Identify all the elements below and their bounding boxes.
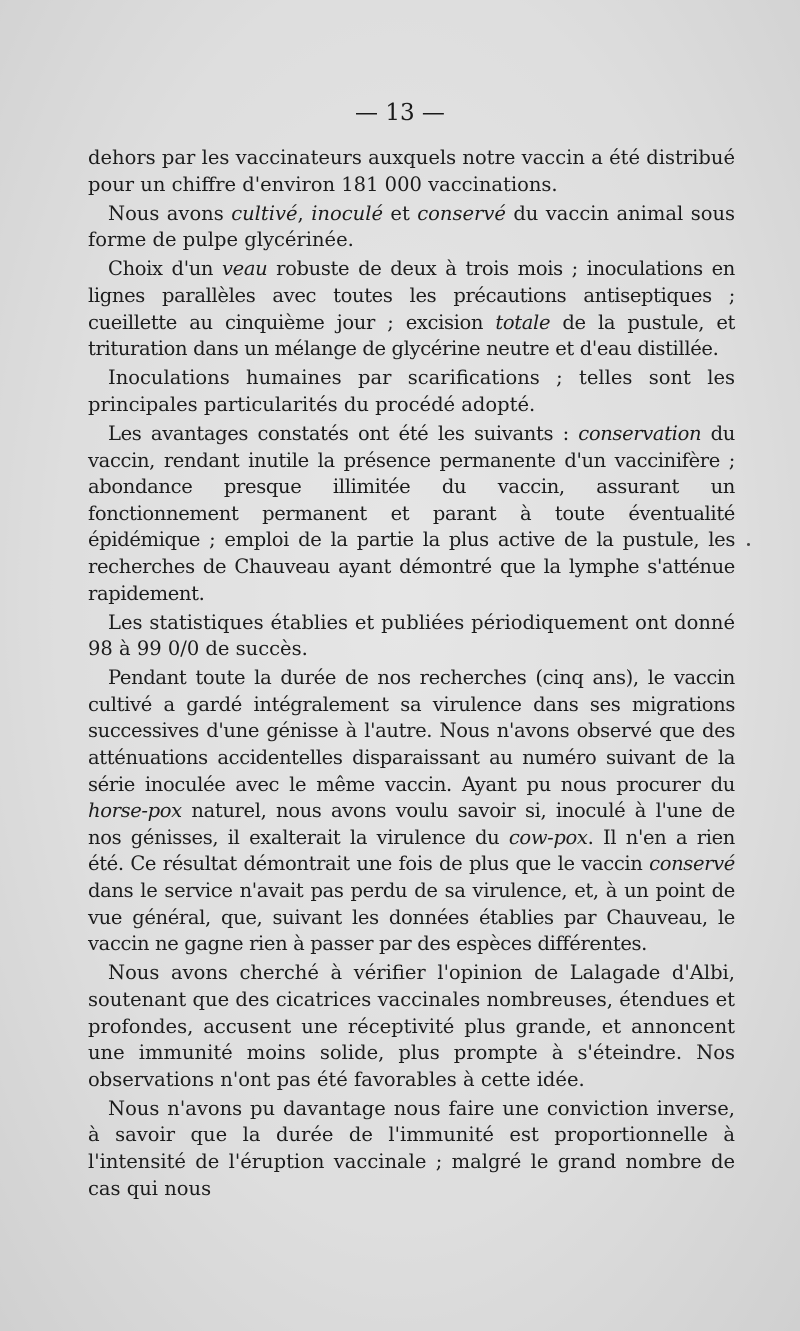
text-run: Nous avons cherché à vérifier l'opinion de Lalagade d'Albi, soutenant que des cicatrices vaccinales nombreuses, étendues et profondes, accusent une réceptivité plus grande, et annoncent une immunité moins solide, plus prompte à s'éteindre. Nos observations n'ont pas été favorables à cette idée. [88,961,735,1091]
italic-term: horse-pox [88,799,182,823]
text-run: . Il n'en a rien été. Ce résultat démontrait une fois de plus que le vaccin [88,825,735,876]
text-run: du vaccin, rendant inutile la présence permanente d'un vaccinifère ; abondance presque illimitée du vaccin, assurant un fonctionnement permanent et parant à toute éventualité épidémique ; emploi de la partie la plus active de la pustule, les recherches de Chauveau ayant démontré que la lymphe s'atténue rapidement. [88,421,735,605]
paragraph [88,665,735,958]
italic-term: totale [495,310,551,334]
body-text [88,145,735,1205]
text-run: du vaccin animal sous forme de pulpe glycérinée. [88,201,736,252]
italic-term: cow-pox [508,825,588,849]
paper-speck [747,543,750,546]
text-run: dans le service n'avait pas perdu de sa virulence, et, à un point de vue général, que, suivant les données établies par Chauveau, le vaccin ne gagne rien à passer par des espèces différentes. [88,879,735,956]
text-run: Choix d'un [108,257,222,281]
italic-term: inoculé [311,201,383,225]
paragraph [88,1096,735,1202]
text-run: Les avantages constatés ont été les suivants : [108,421,579,445]
text-run: et [382,201,418,225]
paragraph [88,421,735,607]
text-run: de la pustule, et trituration dans un mélange de glycérine neutre et d'eau distillée. [88,310,735,361]
text-run: , [297,201,312,225]
italic-term: veau [221,257,268,281]
text-run: dehors par les vaccinateurs auxquels notre vaccin a été distribué pour un chiffre d'environ 181 000 vaccinations. [88,146,735,196]
paragraph [88,256,735,362]
text-run: robuste de deux à trois mois ; inoculations en lignes parallèles avec toutes les précautions antiseptiques ; cueillette au cinquième jour ; excision [88,257,735,334]
text-run: Les statistiques établies et publiées périodiquement ont donné 98 à 99 0/0 de succès. [88,610,735,661]
text-run: naturel, nous avons voulu savoir si, inoculé à l'une de nos génisses, il exalterait la virulence du [88,799,735,849]
paragraph [88,960,735,1093]
italic-term: cultivé [231,201,298,225]
paragraph [88,610,735,663]
paragraph [88,145,735,198]
paragraph [88,365,735,418]
text-run: Nous avons [108,201,232,225]
italic-term: conservé [417,201,506,225]
italic-term: conservé [649,852,735,876]
text-run: Pendant toute la durée de nos recherches (cinq ans), le vaccin cultivé a gardé intégralement sa virulence dans ses migrations successives d'une génisse à l'autre. Nous n'avons observé que des atténuations accidentelles disparaissant au numéro suivant de la série inoculée avec le même vaccin. Ayant pu nous procurer du [88,666,735,796]
text-run: Inoculations humaines par scarifications ; telles sont les principales particularités du procédé adopté. [88,366,735,416]
page-number: — 13 — [355,100,445,126]
text-run: Nous n'avons pu davantage nous faire une conviction inverse, à savoir que la durée de l'immunité est proportionnelle à l'intensité de l'éruption vaccinale ; malgré le grand nombre de cas qui nous [88,1096,735,1200]
paragraph [88,201,735,254]
italic-term: conservation [578,421,702,445]
